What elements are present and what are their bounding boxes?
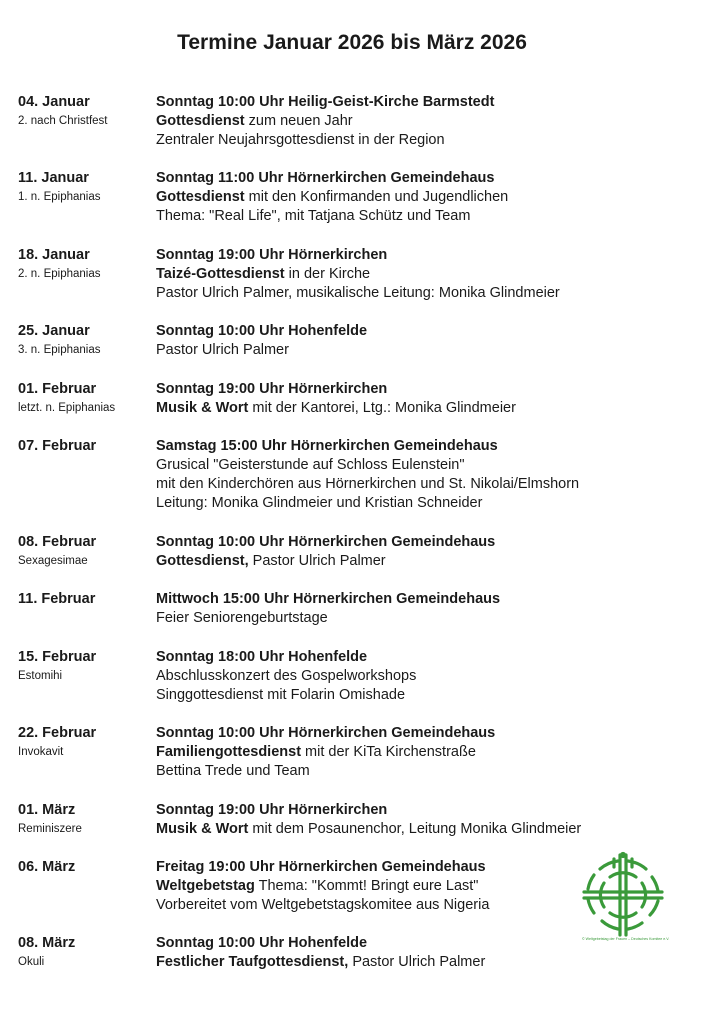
event-line	[156, 112, 696, 131]
event-date: 08. März	[18, 935, 76, 951]
event-line	[156, 743, 696, 762]
event-date: 07. Februar	[18, 438, 97, 454]
event-header: Sonntag 18:00 Uhr Hohenfelde	[156, 649, 368, 665]
event-text: Pastor Ulrich Palmer	[348, 954, 486, 970]
event-line: mit den Kinderchören aus Hörnerkirchen und St. Nikolai/Elmshorn	[156, 476, 580, 492]
event-sunday: Reminiszere	[18, 823, 82, 835]
event-line: Thema: "Real Life", mit Tatjana Schütz und Team	[156, 208, 471, 224]
event-date: 08. Februar	[18, 534, 97, 550]
event-text: mit der Kantorei, Ltg.: Monika Glindmeier	[248, 400, 516, 416]
event-text: zum neuen Jahr	[244, 113, 353, 129]
event-highlight: Gottesdienst	[156, 189, 245, 205]
event-date: 15. Februar	[18, 649, 97, 665]
event-header: Sonntag 11:00 Uhr Hörnerkirchen Gemeindehaus	[156, 170, 495, 186]
event-text: Pastor Ulrich Palmer	[248, 553, 386, 569]
event-line	[156, 399, 696, 418]
event-date: 11. Januar	[18, 170, 89, 186]
event-header: Sonntag 19:00 Uhr Hörnerkirchen	[156, 381, 388, 397]
event-line	[156, 953, 696, 972]
event-date: 01. Februar	[18, 381, 97, 397]
event-date: 11. Februar	[18, 591, 96, 607]
event-sunday: 3. n. Epiphanias	[18, 344, 101, 356]
event-header: Samstag 15:00 Uhr Hörnerkirchen Gemeindehaus	[156, 438, 498, 454]
event-sunday: letzt. n. Epiphanias	[18, 402, 116, 414]
event-date: 18. Januar	[18, 247, 90, 263]
event-header: Sonntag 10:00 Uhr Hohenfelde	[156, 935, 368, 951]
event-date: 22. Februar	[18, 725, 97, 741]
page-title: Termine Januar 2026 bis März 2026	[177, 31, 527, 54]
event-line: Grusical "Geisterstunde auf Schloss Eulenstein"	[156, 457, 465, 473]
event-line	[156, 265, 696, 284]
event-text: mit dem Posaunenchor, Leitung Monika Glindmeier	[248, 821, 582, 837]
event-date: 04. Januar	[18, 94, 90, 110]
event-line: Feier Seniorengeburtstage	[156, 610, 328, 626]
event-highlight: Gottesdienst,	[156, 553, 249, 569]
event-line	[156, 552, 696, 571]
event-sunday: 2. nach Christfest	[18, 115, 108, 127]
event-text: mit den Konfirmanden und Jugendlichen	[244, 189, 509, 205]
weltgebetstag-cross-logo-icon	[580, 851, 666, 951]
event-header: Sonntag 19:00 Uhr Hörnerkirchen	[156, 247, 388, 263]
event-highlight: Weltgebetstag	[156, 878, 255, 894]
event-line: Leitung: Monika Glindmeier und Kristian Schneider	[156, 495, 483, 511]
event-line: Bettina Trede und Team	[156, 763, 310, 779]
event-line: Zentraler Neujahrsgottesdienst in der Region	[156, 132, 445, 148]
event-text: in der Kirche	[284, 266, 371, 282]
event-sunday: Estomihi	[18, 670, 63, 682]
event-line	[156, 188, 696, 207]
event-line: Abschlusskonzert des Gospelworkshops	[156, 668, 417, 684]
event-header: Sonntag 10:00 Uhr Hörnerkirchen Gemeindehaus	[156, 534, 496, 550]
event-sunday: Invokavit	[18, 746, 64, 758]
event-line: Pastor Ulrich Palmer, musikalische Leitung: Monika Glindmeier	[156, 285, 560, 301]
event-text: mit der KiTa Kirchenstraße	[301, 744, 476, 760]
event-date: 06. März	[18, 859, 76, 875]
event-line: Pastor Ulrich Palmer	[156, 342, 289, 358]
logo-caption: © Weltgebetstag der Frauen – Deutsches Komitee e.V.	[582, 937, 670, 941]
event-header: Mittwoch 15:00 Uhr Hörnerkirchen Gemeindehaus	[156, 591, 501, 607]
event-header: Sonntag 10:00 Uhr Hohenfelde	[156, 323, 368, 339]
event-sunday: Okuli	[18, 956, 45, 968]
event-header: Sonntag 10:00 Uhr Hörnerkirchen Gemeindehaus	[156, 725, 496, 741]
event-header: Sonntag 10:00 Uhr Heilig-Geist-Kirche Barmstedt	[156, 94, 495, 110]
event-sunday: 1. n. Epiphanias	[18, 191, 101, 203]
event-date: 25. Januar	[18, 323, 90, 339]
event-text: Thema: "Kommt! Bringt eure Last"	[254, 878, 479, 894]
event-highlight: Musik & Wort	[156, 400, 249, 416]
event-line	[156, 820, 696, 839]
event-header: Freitag 19:00 Uhr Hörnerkirchen Gemeindehaus	[156, 859, 486, 875]
event-line: Singgottesdienst mit Folarin Omishade	[156, 687, 406, 703]
event-highlight: Musik & Wort	[156, 821, 249, 837]
event-header: Sonntag 19:00 Uhr Hörnerkirchen	[156, 802, 388, 818]
event-line: Vorbereitet vom Weltgebetstagskomitee aus Nigeria	[156, 897, 490, 913]
event-highlight: Gottesdienst	[156, 113, 245, 129]
event-sunday: 2. n. Epiphanias	[18, 268, 101, 280]
event-highlight: Familiengottesdienst	[156, 744, 302, 760]
event-date: 01. März	[18, 802, 76, 818]
event-highlight: Festlicher Taufgottesdienst,	[156, 954, 349, 970]
event-highlight: Taizé-Gottesdienst	[156, 266, 285, 282]
event-sunday: Sexagesimae	[18, 555, 88, 567]
